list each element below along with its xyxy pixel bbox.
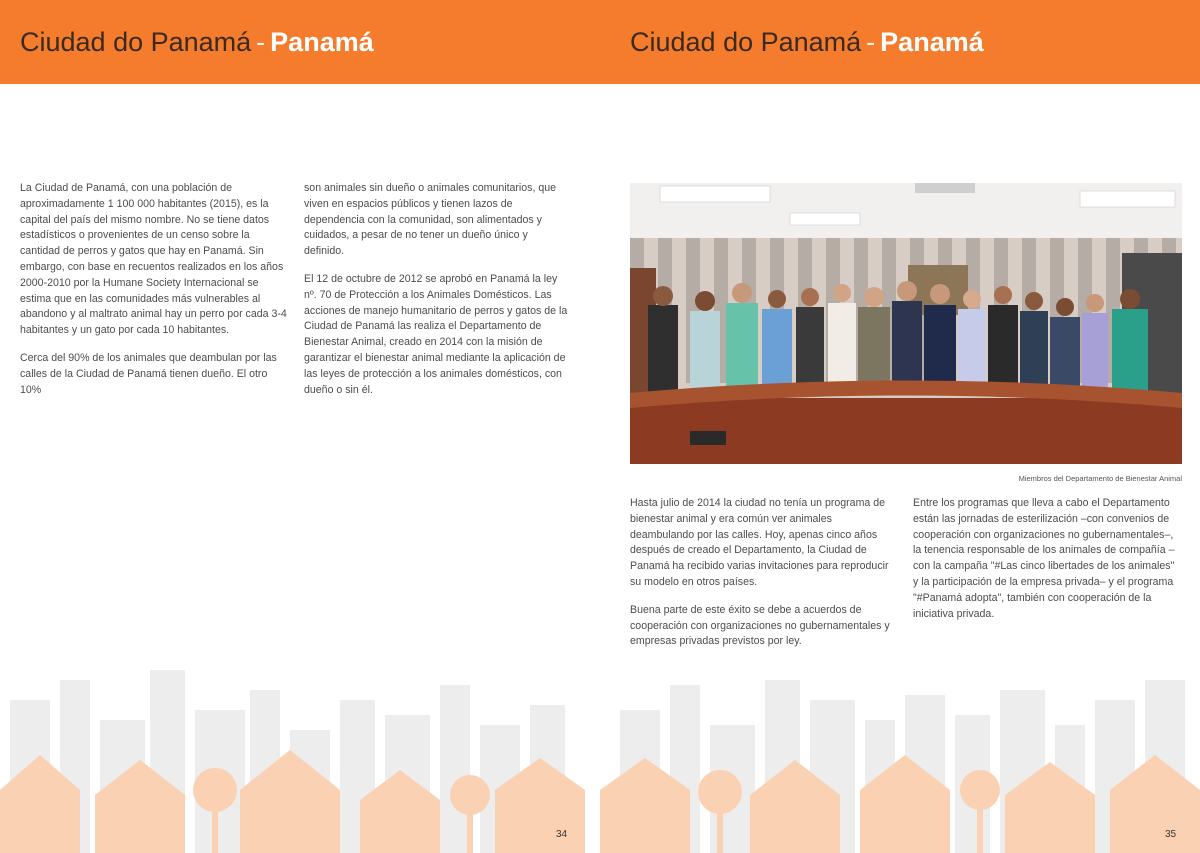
group-photo — [630, 183, 1182, 464]
page-number-left: 34 — [556, 829, 568, 840]
paragraph: Entre los programas que lleva a cabo el Departamento están las jornadas de esterilización –con convenios de cooperación con organizaciones no gubernamentales–, la tenencia responsable de los animales de compañía –con la campaña "#Las cinco libertades de los animales" y la participación de la empresa privada– y el programa "#Panamá adopta", también con cooperación de la iniciativa privada. — [913, 497, 1175, 620]
page-number-right: 35 — [1165, 829, 1177, 840]
paragraph: Cerca del 90% de los animales que deambulan por las calles de la Ciudad de Panamá tienen dueño. El otro 10% — [20, 351, 277, 396]
title-separator: - — [866, 27, 876, 57]
page-title-left — [20, 27, 374, 58]
photo-caption: Miembros del Departamento de Bienestar Animal — [1018, 474, 1182, 483]
paragraph: La Ciudad de Panamá, con una población de aproximadamente 1 100 000 habitantes (2015), es la capital del país del mismo nombre. No se tiene datos estadísticos o provenientes de un censo sobre la cantidad de perros y gatos que hay en Panamá. Sin embargo, con base en recuentos realizados en los años 2000-2010 por la Humane Society Internacional se estima que en las comunidades más vulnerables al abandono y al maltrato animal hay un perro por cada 3-4 habitantes y un gato por cada 10 habitantes. — [20, 182, 287, 337]
paragraph: Buena parte de este éxito se debe a acuerdos de cooperación con organizaciones no gubernamentales y empresas privadas previstos por ley. — [630, 603, 890, 648]
paragraph: son animales sin dueño o animales comunitarios, que viven en espacios públicos y tienen lazos de dependencia con la comunidad, son alimentados y cuidados, a pesar de no tener un dueño único y definido. — [304, 182, 557, 258]
right-column-2 — [913, 496, 1181, 634]
city-skyline-illustration — [0, 640, 1200, 853]
paragraph: Hasta julio de 2014 la ciudad no tenía un programa de bienestar animal y era común ver animales deambulando por las calles. Hoy, apenas cinco años después de creado el Departamento, la Ciudad de Panamá ha recibido varias invitaciones para reproducir su modelo en otros países. — [630, 497, 889, 588]
left-column-2 — [304, 181, 570, 410]
page-title-right — [630, 27, 984, 58]
left-column-1 — [20, 181, 288, 410]
title-country: Panamá — [270, 27, 374, 57]
paragraph: El 12 de octubre de 2012 se aprobó en Panamá la ley nº. 70 de Protección a los Animales Domésticos. Las acciones de manejo humanitario de perros y gatos de la Ciudad de Panamá las realiza el Departamento de Bienestar Animal, creado en 2014 con la misión de garantizar el bienestar animal mediante la aplicación de las leyes de protección a los animales domésticos, con dueño o sin él. — [304, 272, 568, 396]
right-column-1 — [630, 496, 894, 662]
title-city: Ciudad do Panamá — [630, 27, 862, 57]
title-country: Panamá — [880, 27, 984, 57]
title-city: Ciudad do Panamá — [20, 27, 252, 57]
title-separator: - — [256, 27, 266, 57]
